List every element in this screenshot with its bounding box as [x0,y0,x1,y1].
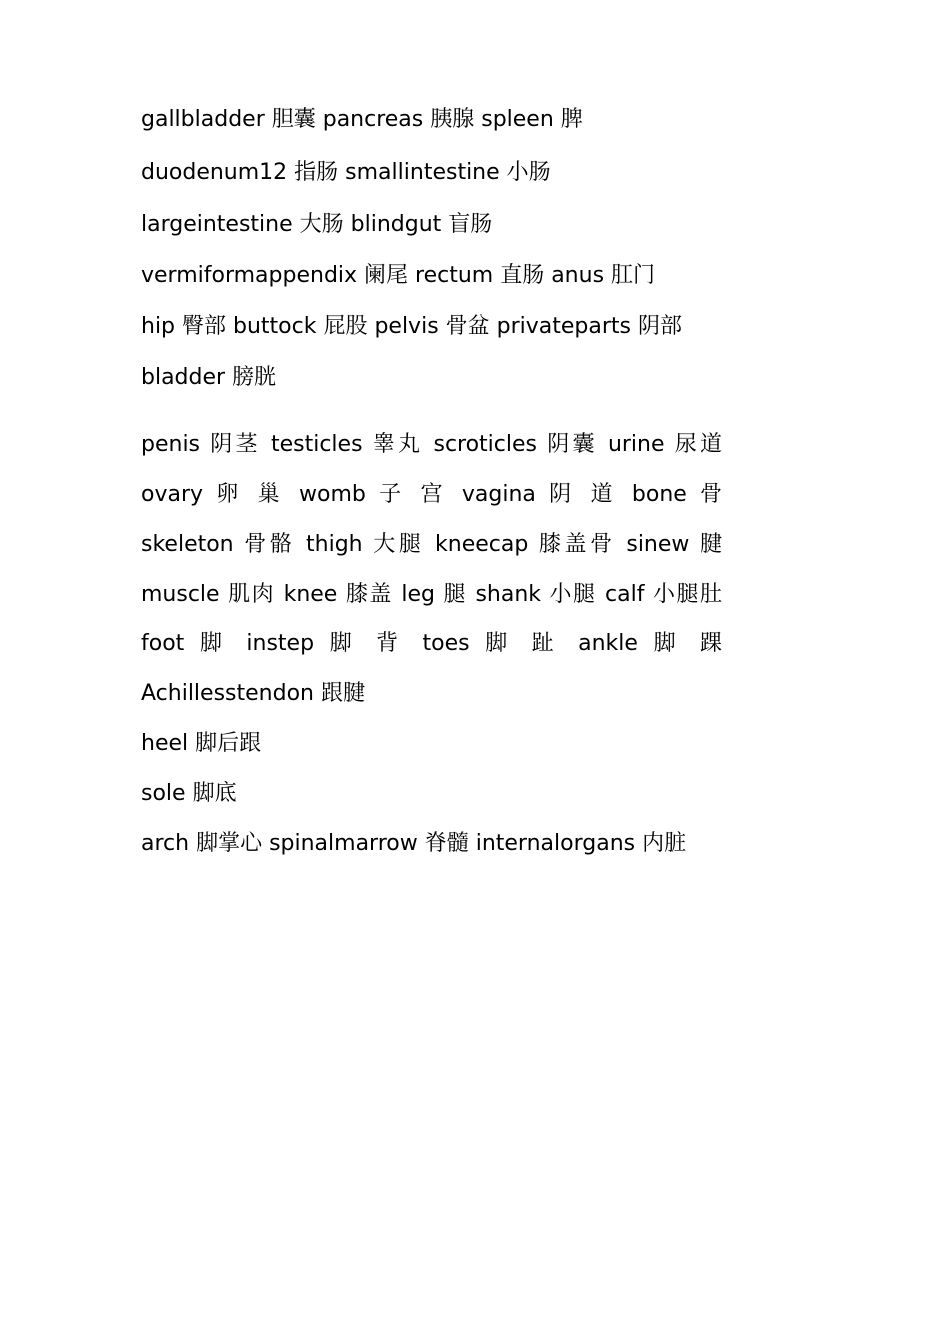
text-line: duodenum12 指肠 smallintestine 小肠 [141,160,551,185]
text-line: largeintestine 大肠 blindgut 盲肠 [141,212,493,237]
text-line: Achillesstendon 跟腱 [141,681,365,706]
text-line: ovary 卵 巢 womb 子 宫 vagina 阴 道 bone 骨 [141,482,722,507]
text-line: hip 臀部 buttock 屁股 pelvis 骨盆 privateparts 阴部 [141,314,682,339]
text-line: gallbladder 胆囊 pancreas 胰腺 spleen 脾 [141,107,583,132]
text-line: bladder 膀胱 [141,365,277,390]
text-line: heel 脚后跟 [141,731,262,756]
text-line: arch 脚掌心 spinalmarrow 脊髓 internalorgans 内脏 [141,831,687,856]
text-line: penis 阴茎 testicles 睾丸 scroticles 阴囊 urine 尿道 [141,432,722,457]
text-line: skeleton 骨骼 thigh 大腿 kneecap 膝盖骨 sinew 腱 [141,532,722,557]
text-line: sole 脚底 [141,781,237,806]
text-line: vermiformappendix 阑尾 rectum 直肠 anus 肛门 [141,263,656,288]
text-line: foot 脚 instep 脚 背 toes 脚 趾 ankle 脚 踝 [141,631,722,656]
text-line: muscle 肌肉 knee 膝盖 leg 腿 shank 小腿 calf 小腿肚 [141,582,722,607]
